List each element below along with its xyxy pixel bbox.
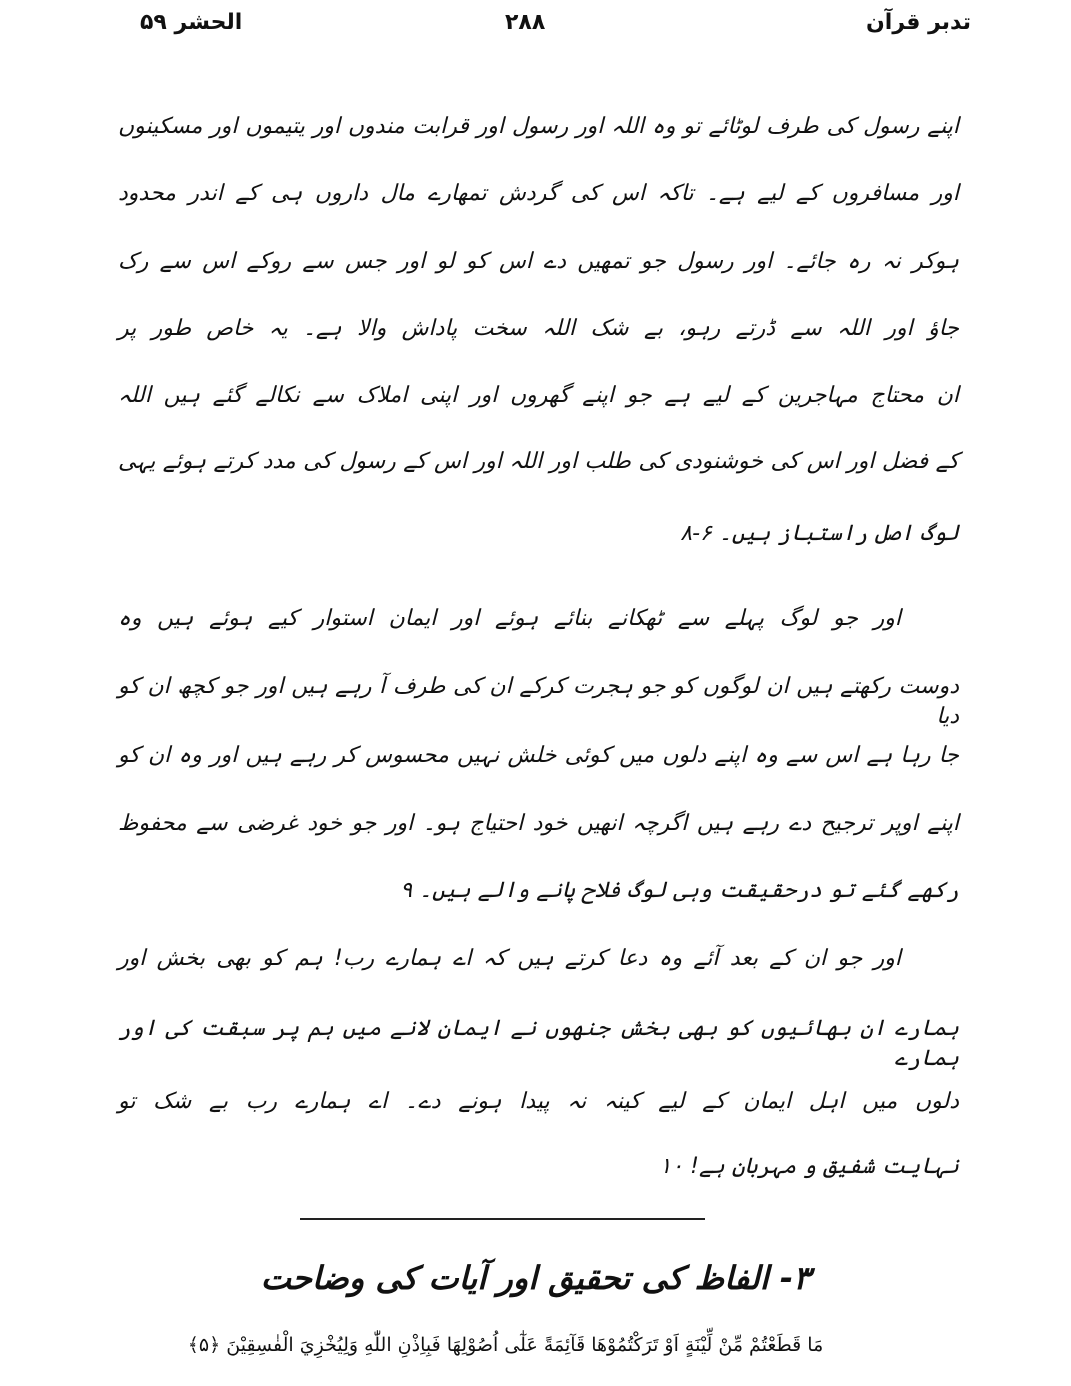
text-line: کے فضل اور اس کی خوشنودی کی طلب اور اللہ اور اس کے رسول کی مدد کرتے ہوئے یہی [118, 449, 959, 474]
text-line: رکھے گئے تو درحقیقت وہی لوگ فلاح پانے والے ہیں۔ ۹ [400, 878, 959, 903]
surah-label: الحشر ۵۹ [140, 10, 243, 35]
text-line: دلوں میں اہل ایمان کے لیے کینہ نہ پیدا ہونے دے۔ اے ہمارے رب بے شک تو [118, 1089, 959, 1114]
text-line: اور مسافروں کے لیے ہے۔ تاکہ اس کی گردش تمھارے مال داروں ہی کے اندر محدود [118, 181, 959, 206]
page-number: ۲۸۸ [505, 10, 546, 35]
section-divider [300, 1218, 705, 1220]
text-line: اپنے اوپر ترجیح دے رہے ہیں اگرچہ انھیں خود احتیاج ہو۔ اور جو خود غرضی سے محفوظ [118, 811, 959, 836]
text-line: اپنے رسول کی طرف لوٹائے تو وہ اللہ اور رسول اور قرابت مندوں اور یتیموں اور مسکینوں [118, 114, 959, 139]
text-line: اور جو لوگ پہلے سے ٹھکانے بنائے ہوئے اور ایمان استوار کیے ہوئے ہیں وہ [118, 606, 901, 631]
text-line: اور جو ان کے بعد آئے وہ دعا کرتے ہیں کہ اے ہمارے رب! ہم کو بھی بخش اور [118, 946, 901, 971]
text-line: ان محتاج مہاجرین کے لیے ہے جو اپنے گھروں اور اپنی املاک سے نکالے گئے ہیں اللہ [118, 383, 959, 408]
text-line: نہایت شفیق و مہربان ہے! ۱۰ [659, 1154, 959, 1179]
book-title: تدبر قرآن [866, 10, 971, 35]
text-line: ہوکر نہ رہ جائے۔ اور رسول جو تمھیں دے اس کو لو اور جس سے روکے اس سے رک [118, 249, 959, 274]
section-heading: ۳- الفاظ کی تحقیق اور آیات کی وضاحت [260, 1259, 811, 1297]
text-line: جا رہا ہے اس سے وہ اپنے دلوں میں کوئی خلش نہیں محسوس کر رہے ہیں اور وہ ان کو [118, 743, 960, 768]
text-line: لوگ اصل راستباز ہیں۔ ۶-۸ [680, 521, 959, 546]
text-line: ہمارے ان بھائیوں کو بھی بخش جنھوں نے ایمان لانے میں ہم پر سبقت کی اور ہمارے [118, 1016, 959, 1071]
quran-verse: مَا قَطَعْتُمْ مِّنْ لِّيْنَةٍ اَوْ تَرَكْتُمُوْهَا قَآئِمَةً عَلٰٓى اُصُوْلِهَا فَبِاِذْنِ اللّٰهِ وَلِيُخْزِيَ الْفٰسِقِيْنَ ﴿۵﴾ [187, 1334, 824, 1356]
text-line: دوست رکھتے ہیں ان لوگوں کو جو ہجرت کرکے ان کی طرف آ رہے ہیں اور جو کچھ ان کو دیا [118, 674, 959, 729]
text-line: جاؤ اور اللہ سے ڈرتے رہو، بے شک اللہ سخت پاداش والا ہے۔ یہ خاص طور پر [118, 316, 959, 341]
